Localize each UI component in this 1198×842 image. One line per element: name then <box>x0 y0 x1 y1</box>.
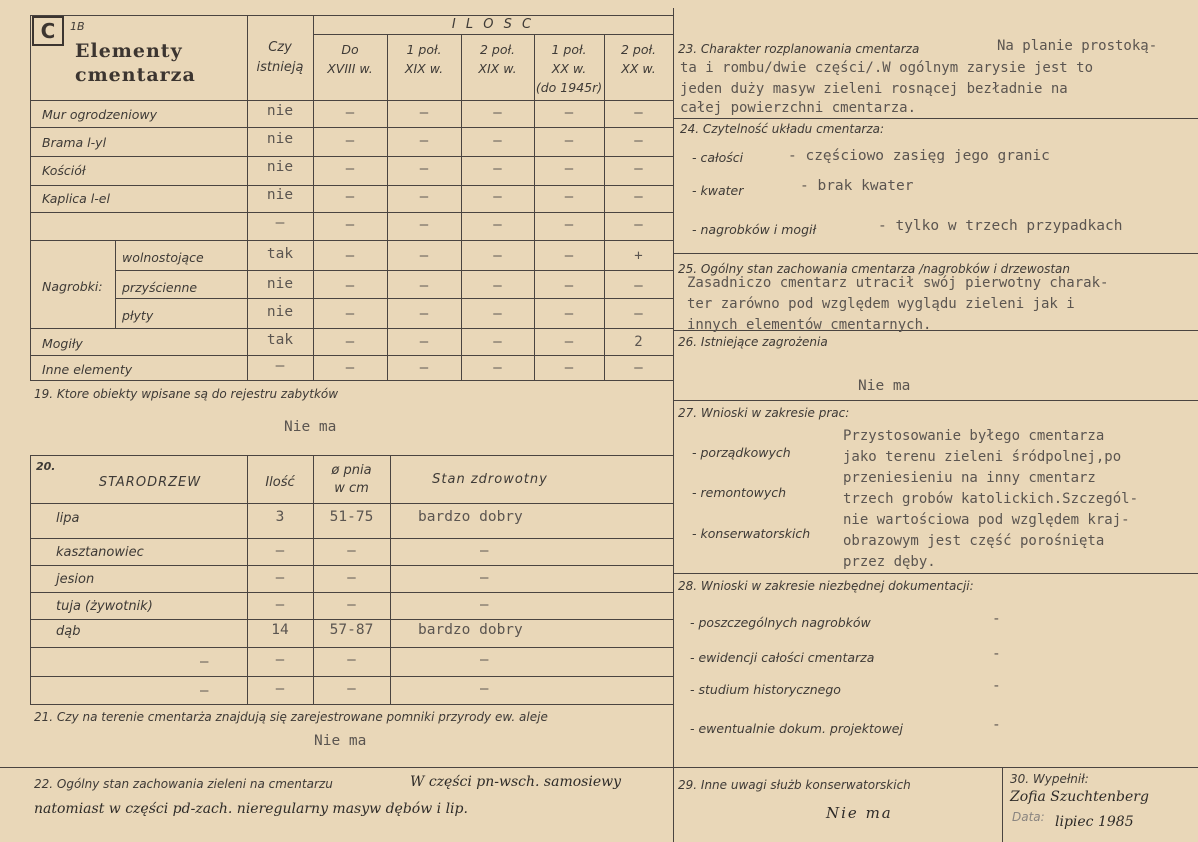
col-exists-line-2: istnieją <box>256 60 304 75</box>
col-line <box>30 455 31 704</box>
s22-label: 22. Ogólny stan zachowania zieleni na cmentarzu <box>34 777 333 791</box>
s27-item-2: - remontowych <box>692 485 787 500</box>
element-row-cell: — <box>345 360 355 376</box>
s25-line-2: ter zarówno pod względem wyglądu zieleni jak i <box>687 296 1075 312</box>
s23-line-4: całej powierzchni cmentarza. <box>680 100 917 116</box>
element-row-exists: nie <box>266 131 294 147</box>
s22-value-2: natomiast w części pd-zach. nieregularny masyw dębów i lip. <box>34 801 468 817</box>
period-header-line: XIX w. <box>478 61 517 76</box>
element-row-label: Kaplica l-el <box>42 191 110 206</box>
element-row-exists: tak <box>266 246 294 262</box>
s27-item-3: - konserwatorskich <box>692 526 811 541</box>
s23-line-2: ta i rombu/dwie części/.W ogólnym zarysie jest to <box>680 60 1094 76</box>
element-row-cell: — <box>634 278 643 294</box>
element-row-cell: + <box>634 248 643 264</box>
s24-item-1-value: - częściowo zasięg jego granic <box>788 148 1050 164</box>
col-line <box>604 34 605 380</box>
row-line <box>115 270 673 271</box>
col-line <box>387 34 388 380</box>
element-row-cell: — <box>419 217 429 233</box>
tree-state: — <box>480 681 489 697</box>
tree-species: — <box>200 654 209 670</box>
row-line <box>30 676 673 677</box>
s30-label: 30. Wypełnił: <box>1010 772 1089 786</box>
element-row-cell: — <box>564 248 574 264</box>
tree-diameter: — <box>347 597 356 613</box>
s19-label: 19. Ktore obiekty wpisane są do rejestru zabytków <box>34 387 339 401</box>
element-row-cell: — <box>564 306 574 322</box>
s23-line-1: Na planie prostoką- <box>997 38 1158 54</box>
element-row-cell: — <box>345 278 355 294</box>
element-row-label: Mogiły <box>42 336 83 351</box>
s24-item-3-value: - tylko w trzech przypadkach <box>878 218 1123 234</box>
s27-line: trzech grobów katolickich.Szczegól- <box>843 491 1139 507</box>
s21-label: 21. Czy na terenie cmentarża znajdują się zarejestrowane pomniki przyrody ew. aleje <box>34 710 548 724</box>
element-row-cell: — <box>634 306 643 322</box>
row-line <box>30 328 673 329</box>
s28-item-value: - <box>992 717 1001 733</box>
tree-diameter: — <box>347 543 356 559</box>
s21-value: Nie ma <box>314 733 367 749</box>
element-row-label: wolnostojące <box>122 250 204 265</box>
row-line <box>30 127 673 128</box>
element-row-cell: — <box>634 217 643 233</box>
s28-item-value: - <box>992 678 1001 694</box>
s20-header-species: STARODRZEW <box>98 475 202 490</box>
s24-item-3-label: - nagrobków i mogił <box>692 222 817 237</box>
col-line <box>461 34 462 380</box>
col-line <box>1002 767 1003 842</box>
s28-item-label: - ewentualnie dokum. projektowej <box>690 721 903 736</box>
s28-label: 28. Wnioski w zakresie niezbędnej dokumentacji: <box>678 579 974 593</box>
top-border <box>30 15 673 16</box>
s27-line: przeniesieniu na inny cmentarz <box>843 470 1096 486</box>
s24-item-2-label: - kwater <box>692 183 744 198</box>
row-line <box>30 185 673 186</box>
element-row-cell: — <box>564 278 574 294</box>
title-line-2: cmentarza <box>75 64 196 86</box>
row-line <box>673 118 1198 119</box>
row-line <box>30 619 673 620</box>
tree-diameter: — <box>347 652 356 668</box>
element-row-cell: — <box>634 133 643 149</box>
element-row-cell: — <box>493 334 502 350</box>
s20-header-diameter-1: ø pnia <box>331 463 372 478</box>
tree-count: — <box>275 652 285 668</box>
tree-state: — <box>480 543 489 559</box>
element-row-label: Mur ogrodzeniowy <box>42 107 158 122</box>
element-row-cell: — <box>419 248 429 264</box>
s20-header-diameter-2: w cm <box>334 481 369 496</box>
period-header-line: XX w. <box>551 61 587 76</box>
element-row-cell: — <box>493 133 502 149</box>
element-row-label: przyścienne <box>122 280 198 295</box>
tree-state: — <box>480 597 489 613</box>
col-line <box>30 15 31 380</box>
element-row-cell: — <box>564 133 574 149</box>
row-line <box>673 400 1198 401</box>
element-row-label: Inne elementy <box>42 362 133 377</box>
s28-item-label: - studium historycznego <box>690 682 841 697</box>
s28-item-label: - poszczególnych nagrobków <box>690 615 871 630</box>
tree-count: 3 <box>275 509 285 525</box>
row-line <box>30 240 673 241</box>
card-code-sup: 1B <box>70 20 85 33</box>
element-row-cell: — <box>564 161 574 177</box>
tree-diameter: 57-87 <box>329 622 374 638</box>
element-row-cell: — <box>564 334 574 350</box>
s24-item-1-label: - całości <box>692 150 744 165</box>
period-header-line: 2 poł. <box>620 42 657 57</box>
element-row-cell: — <box>419 105 429 121</box>
element-row-cell: — <box>564 105 574 121</box>
s23-label: 23. Charakter rozplanowania cmentarza <box>678 42 920 56</box>
period-header-line: XVIII w. <box>327 61 373 76</box>
tree-count: — <box>275 681 285 697</box>
period-header-line: (do 1945r) <box>535 80 603 95</box>
row-line <box>0 767 1198 768</box>
element-row-cell: — <box>564 189 574 205</box>
col-line <box>115 240 116 328</box>
tree-species: tuja (żywotnik) <box>56 599 153 614</box>
col-exists-header <box>247 40 313 75</box>
element-row-cell: — <box>419 278 429 294</box>
element-row-cell: — <box>345 105 355 121</box>
element-row-exists: tak <box>266 332 294 348</box>
s30-date-label: Data: <box>1012 810 1045 824</box>
s19-value: Nie ma <box>284 419 337 435</box>
s27-line: jako terenu zieleni śródpolnej,po <box>843 449 1122 465</box>
element-row-cell: — <box>419 189 429 205</box>
tree-species: kasztanowiec <box>56 545 144 560</box>
period-header-line: 1 poł. <box>406 42 442 57</box>
tree-species: dąb <box>56 624 81 639</box>
title-line-1: Elementy <box>75 40 183 62</box>
card-code-box <box>32 16 64 46</box>
tree-species: — <box>200 683 209 699</box>
period-header-line: XX w. <box>621 61 656 76</box>
element-row-label: płyty <box>122 308 154 323</box>
row-line <box>30 156 673 157</box>
tree-species: jesion <box>56 572 95 587</box>
element-row-cell: — <box>419 161 429 177</box>
row-line <box>30 503 673 504</box>
s28-item-value: - <box>992 611 1001 627</box>
s23-line-3: jeden duży masyw zieleni rosnącej bezładnie na <box>680 81 1068 97</box>
s27-line: Przystosowanie byłego cmentarza <box>843 428 1105 444</box>
s27-line: obrazowym jest część porośnięta <box>843 533 1105 549</box>
element-row-cell: — <box>345 217 355 233</box>
element-row-exists: nie <box>266 187 294 203</box>
element-row-exists: nie <box>266 103 294 119</box>
element-row-cell: — <box>634 360 643 376</box>
tree-state: bardzo dobry <box>418 622 523 638</box>
row-line <box>30 704 673 705</box>
period-header-line: 2 poł. <box>479 42 516 57</box>
row-line <box>30 538 673 539</box>
row-line <box>30 212 673 213</box>
s27-line: przez dęby. <box>843 554 936 570</box>
element-row-cell: 2 <box>634 334 643 350</box>
tree-count: — <box>275 543 285 559</box>
s26-value: Nie ma <box>858 378 911 394</box>
tree-state: bardzo dobry <box>418 509 523 525</box>
col-exists-line-1: Czy <box>268 40 292 55</box>
s29-value: Nie ma <box>826 804 893 822</box>
s20-header-count: Ilość <box>265 475 295 490</box>
s24-label: 24. Czytelność układu cmentarza: <box>680 122 885 136</box>
element-row-cell: — <box>419 133 429 149</box>
element-row-label: Brama l-yl <box>42 135 107 150</box>
nagrobki-label: Nagrobki: <box>42 279 103 294</box>
row-line <box>115 298 673 299</box>
period-header-line: Do <box>341 42 359 57</box>
element-row-cell: — <box>419 360 429 376</box>
s20-num: 20. <box>36 460 56 473</box>
element-row-cell: — <box>493 306 502 322</box>
tree-state: — <box>480 652 489 668</box>
s28-item-value: - <box>992 646 1001 662</box>
element-row-exists: nie <box>266 276 294 292</box>
ilosc-header: I L O S C <box>451 17 535 32</box>
col-line <box>390 455 391 704</box>
period-header-line: 1 poł. <box>551 42 587 57</box>
s29-label: 29. Inne uwagi służb konserwatorskich <box>678 778 911 792</box>
s25-label: 25. Ogólny stan zachowania cmentarza /nagrobków i drzewostan <box>678 262 1070 276</box>
element-row-cell: — <box>634 161 643 177</box>
s25-line-1: Zasadniczo cmentarz utracił swój pierwotny charak- <box>687 275 1109 291</box>
element-row-exists: — <box>275 358 285 374</box>
element-row-cell: — <box>345 248 355 264</box>
row-line <box>30 455 673 456</box>
element-row-cell: — <box>493 278 502 294</box>
card-code: C <box>40 19 56 43</box>
s27-label: 27. Wnioski w zakresie prac: <box>678 406 850 420</box>
element-row-cell: — <box>345 133 355 149</box>
s27-line: nie wartościowa pod względem kraj- <box>843 512 1130 528</box>
element-row-cell: — <box>419 334 429 350</box>
s20-header-diameter <box>313 463 390 496</box>
tree-state: — <box>480 570 489 586</box>
ilosc-line <box>313 34 673 35</box>
element-row-cell: — <box>634 105 643 121</box>
s30-date: lipiec 1985 <box>1055 814 1134 830</box>
element-row-cell: — <box>564 360 574 376</box>
element-row-cell: — <box>345 306 355 322</box>
tree-count: — <box>275 570 285 586</box>
element-row-cell: — <box>493 161 502 177</box>
element-row-cell: — <box>345 161 355 177</box>
s22-value-1: W części pn-wsch. samosiewy <box>410 774 622 790</box>
tree-count: 14 <box>271 622 289 638</box>
s30-name: Zofia Szuchtenberg <box>1010 789 1149 805</box>
s27-item-1: - porządkowych <box>692 445 791 460</box>
s28-item-label: - ewidencji całości cmentarza <box>690 650 875 665</box>
center-divider <box>673 8 674 842</box>
s26-label: 26. Istniejące zagrożenia <box>678 335 828 349</box>
element-row-cell: — <box>634 189 643 205</box>
element-row-label: Kościół <box>42 163 86 178</box>
row-line <box>30 355 673 356</box>
period-header-line: XIX w. <box>404 61 444 76</box>
row-line <box>30 565 673 566</box>
element-row-cell: — <box>345 334 355 350</box>
element-row-cell: — <box>493 360 502 376</box>
element-row-cell: — <box>564 217 574 233</box>
row-line <box>30 592 673 593</box>
tree-diameter: — <box>347 681 356 697</box>
element-row-cell: — <box>493 105 502 121</box>
element-row-cell: — <box>493 217 502 233</box>
row-line <box>673 253 1198 254</box>
s20-header-state: Stan zdrowotny <box>432 472 548 487</box>
element-row-exists: nie <box>266 304 294 320</box>
row-line <box>673 573 1198 574</box>
row-line <box>30 380 673 381</box>
element-row-cell: — <box>493 189 502 205</box>
element-row-cell: — <box>493 248 502 264</box>
row-line <box>30 647 673 648</box>
element-row-exists: nie <box>266 159 294 175</box>
tree-species: lipa <box>56 511 80 526</box>
tree-diameter: 51-75 <box>329 509 374 525</box>
s24-item-2-value: - brak kwater <box>800 178 914 194</box>
element-row-cell: — <box>419 306 429 322</box>
tree-count: — <box>275 597 285 613</box>
tree-diameter: — <box>347 570 356 586</box>
element-row-cell: — <box>345 189 355 205</box>
s25-line-3: innych elementów cmentarnych. <box>687 317 932 333</box>
element-row-exists: — <box>275 215 285 231</box>
header-bottom <box>30 100 673 101</box>
